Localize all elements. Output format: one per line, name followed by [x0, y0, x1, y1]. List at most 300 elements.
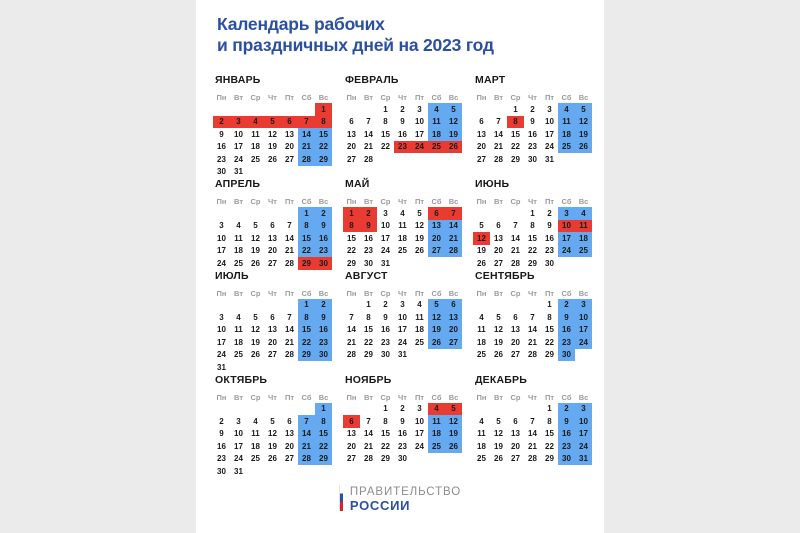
weekend-day: 25: [428, 440, 445, 453]
empty-cell: [281, 403, 298, 416]
work-day: 5: [253, 312, 258, 322]
weekend-day: 16: [558, 428, 575, 441]
empty-cell: [473, 299, 490, 312]
work-day: 24: [398, 337, 407, 347]
work-day: 17: [415, 129, 424, 139]
work-day: 13: [511, 325, 520, 335]
weekday-header-Вс: Вс: [448, 197, 459, 206]
week-row: [213, 232, 332, 245]
work-day: 24: [381, 246, 390, 256]
weekend-day: 12: [428, 311, 445, 324]
weekday-header-row: [343, 392, 462, 403]
weekday-header-row: [213, 196, 332, 207]
work-day: 25: [398, 246, 407, 256]
empty-cell: [507, 299, 524, 312]
work-day: 31: [381, 258, 390, 268]
work-day: 17: [217, 246, 226, 256]
weekend-day: 9: [558, 311, 575, 324]
work-day: 31: [545, 154, 554, 164]
week-row: [343, 415, 462, 428]
week-row: [343, 207, 462, 220]
work-day: 12: [268, 429, 277, 439]
weekend-day: 9: [558, 415, 575, 428]
work-day: 14: [347, 325, 356, 335]
work-day: 29: [511, 154, 520, 164]
week-row: [473, 245, 592, 258]
empty-cell: [213, 299, 230, 312]
month-8: [341, 270, 471, 374]
work-day: 27: [494, 258, 503, 268]
month-table: [343, 196, 462, 270]
weekend-day: 10: [575, 311, 592, 324]
weekend-day: 5: [445, 103, 462, 116]
weekday-header-Пн: Пн: [476, 197, 487, 206]
month-table: [343, 288, 462, 362]
work-day: 15: [381, 129, 390, 139]
week-row: [213, 453, 332, 466]
empty-cell: [264, 361, 281, 374]
empty-cell: [281, 207, 298, 220]
empty-cell: [411, 349, 428, 362]
empty-cell: [428, 153, 445, 166]
work-day: 7: [513, 221, 518, 231]
work-day: 15: [381, 429, 390, 439]
weekday-header-Чт: Чт: [528, 197, 537, 206]
work-day: 6: [270, 221, 275, 231]
work-day: 18: [234, 337, 243, 347]
work-day: 17: [381, 233, 390, 243]
month-7: [211, 270, 341, 374]
weekend-day: 23: [315, 245, 332, 258]
work-day: 10: [398, 312, 407, 322]
week-row: [213, 116, 332, 129]
work-day: 7: [366, 117, 371, 127]
weekday-header-Вс: Вс: [578, 392, 589, 402]
weekend-day: 22: [315, 440, 332, 453]
month-1: [211, 74, 341, 178]
holiday-day: 12: [473, 232, 490, 245]
holiday-day: 4: [428, 403, 445, 416]
holiday-day: 5: [445, 403, 462, 416]
empty-cell: [281, 361, 298, 374]
work-day: 30: [381, 350, 390, 360]
work-day: 15: [545, 429, 554, 439]
empty-cell: [445, 349, 462, 362]
weekend-day: 24: [575, 336, 592, 349]
weekday-header-Вт: Вт: [234, 392, 243, 402]
week-row: [343, 220, 462, 233]
month-name: ИЮНЬ: [475, 178, 510, 190]
months-grid: [211, 74, 601, 478]
work-day: 9: [547, 221, 552, 231]
week-row: [473, 415, 592, 428]
weekend-day: 2: [315, 207, 332, 220]
work-day: 1: [513, 104, 518, 114]
work-day: 18: [251, 142, 260, 152]
work-day: 29: [381, 454, 390, 464]
work-day: 17: [398, 325, 407, 335]
work-day: 2: [530, 104, 535, 114]
weekend-day: 27: [445, 336, 462, 349]
work-day: 24: [217, 350, 226, 360]
month-row: [211, 74, 601, 178]
weekday-header-Пн: Пн: [476, 93, 487, 102]
work-day: 29: [528, 258, 537, 268]
empty-cell: [411, 453, 428, 466]
holiday-day: 1: [343, 207, 360, 220]
weekday-header-Вс: Вс: [448, 93, 459, 102]
weekday-header-row: [473, 92, 592, 103]
empty-cell: [247, 465, 264, 478]
week-row: [473, 220, 592, 233]
weekday-header-Пт: Пт: [544, 93, 555, 102]
work-day: 21: [364, 142, 373, 152]
empty-cell: [298, 166, 315, 179]
month-table: [213, 92, 332, 178]
work-day: 15: [511, 129, 520, 139]
work-day: 30: [528, 154, 537, 164]
holiday-day: 1: [315, 103, 332, 116]
empty-cell: [411, 153, 428, 166]
work-day: 27: [477, 154, 486, 164]
empty-cell: [281, 166, 298, 179]
work-day: 26: [251, 258, 260, 268]
week-row: [343, 153, 462, 166]
empty-cell: [298, 103, 315, 116]
weekend-day: 30: [315, 349, 332, 362]
weekday-header-Сб: Сб: [431, 197, 442, 206]
weekend-day: 19: [445, 428, 462, 441]
weekend-day: 22: [298, 336, 315, 349]
weekend-day: 5: [428, 299, 445, 312]
work-day: 22: [545, 441, 554, 451]
work-day: 26: [268, 154, 277, 164]
weekend-day: 22: [315, 141, 332, 154]
work-day: 4: [253, 416, 258, 426]
weekend-day: 18: [558, 128, 575, 141]
work-day: 27: [285, 154, 294, 164]
week-row: [473, 207, 592, 220]
work-day: 23: [528, 142, 537, 152]
month-5: [341, 178, 471, 270]
empty-cell: [524, 299, 541, 312]
empty-cell: [473, 403, 490, 416]
weekend-day: 12: [445, 415, 462, 428]
month-4: [211, 178, 341, 270]
work-day: 27: [511, 350, 520, 360]
week-row: [473, 428, 592, 441]
work-day: 18: [477, 441, 486, 451]
empty-cell: [524, 403, 541, 416]
work-day: 1: [383, 104, 388, 114]
work-day: 14: [528, 429, 537, 439]
empty-cell: [247, 207, 264, 220]
work-day: 28: [285, 258, 294, 268]
work-day: 11: [398, 221, 407, 231]
month-9: [471, 270, 601, 374]
weekend-day: 3: [575, 299, 592, 312]
weekday-header-Пн: Пн: [216, 288, 227, 298]
month-table: [473, 392, 592, 466]
work-day: 9: [530, 117, 535, 127]
work-day: 10: [415, 416, 424, 426]
work-day: 30: [545, 258, 554, 268]
work-day: 6: [513, 416, 518, 426]
weekend-day: 19: [428, 324, 445, 337]
weekday-header-Чт: Чт: [268, 197, 277, 206]
month-name: СЕНТЯБРЬ: [475, 269, 535, 282]
work-day: 27: [347, 154, 356, 164]
holiday-day: 7: [445, 207, 462, 220]
work-day: 30: [364, 258, 373, 268]
work-day: 8: [383, 117, 388, 127]
weekend-day: 19: [575, 128, 592, 141]
week-row: [213, 349, 332, 362]
weekday-header-Чт: Чт: [528, 93, 537, 102]
week-row: [343, 141, 462, 154]
empty-cell: [490, 299, 507, 312]
empty-cell: [343, 299, 360, 312]
weekend-day: 18: [428, 428, 445, 441]
work-day: 22: [545, 337, 554, 347]
weekday-header-Чт: Чт: [398, 93, 407, 102]
holiday-day: 30: [315, 257, 332, 270]
work-day: 4: [236, 221, 241, 231]
work-day: 12: [251, 233, 260, 243]
weekday-header-Вс: Вс: [578, 197, 589, 206]
month-10: [211, 374, 341, 478]
work-day: 21: [285, 337, 294, 347]
week-row: [473, 128, 592, 141]
weekday-header-Вт: Вт: [494, 197, 503, 206]
weekday-header-Пт: Пт: [544, 288, 555, 298]
work-day: 1: [547, 300, 552, 310]
work-day: 28: [364, 154, 373, 164]
work-day: 28: [494, 154, 503, 164]
empty-cell: [281, 465, 298, 478]
work-day: 20: [347, 441, 356, 451]
empty-cell: [360, 403, 377, 416]
holiday-day: 25: [428, 141, 445, 154]
weekend-day: 28: [298, 453, 315, 466]
month-table: [473, 196, 592, 270]
work-day: 27: [268, 258, 277, 268]
work-day: 22: [511, 142, 520, 152]
work-day: 13: [285, 129, 294, 139]
work-day: 26: [477, 258, 486, 268]
weekend-day: 15: [315, 128, 332, 141]
empty-cell: [213, 403, 230, 416]
empty-cell: [315, 361, 332, 374]
empty-cell: [264, 103, 281, 116]
empty-cell: [247, 361, 264, 374]
work-day: 21: [494, 142, 503, 152]
empty-cell: [377, 153, 394, 166]
week-row: [473, 103, 592, 116]
weekday-header-Пт: Пт: [414, 392, 425, 402]
work-day: 18: [415, 325, 424, 335]
holiday-day: 8: [507, 116, 524, 129]
work-day: 20: [511, 441, 520, 451]
weekend-day: 23: [558, 336, 575, 349]
weekday-header-Пт: Пт: [544, 392, 555, 402]
work-day: 20: [285, 441, 294, 451]
week-row: [343, 257, 462, 270]
page-title: [217, 14, 597, 56]
empty-cell: [428, 453, 445, 466]
work-day: 3: [236, 416, 241, 426]
weekday-header-Сб: Сб: [301, 288, 312, 298]
week-row: [343, 349, 462, 362]
empty-cell: [264, 299, 281, 312]
week-row: [343, 311, 462, 324]
work-day: 28: [511, 258, 520, 268]
work-day: 24: [545, 142, 554, 152]
work-day: 6: [270, 312, 275, 322]
weekday-header-Вт: Вт: [364, 93, 373, 102]
work-day: 7: [287, 221, 292, 231]
empty-cell: [247, 103, 264, 116]
work-day: 25: [234, 350, 243, 360]
weekend-day: 4: [558, 103, 575, 116]
work-day: 22: [347, 246, 356, 256]
work-day: 23: [398, 441, 407, 451]
weekday-header-Сб: Сб: [561, 288, 572, 298]
work-day: 11: [251, 429, 260, 439]
work-day: 28: [364, 454, 373, 464]
weekday-header-Пн: Пн: [346, 197, 357, 206]
work-day: 7: [349, 312, 354, 322]
weekend-day: 18: [428, 128, 445, 141]
weekend-day: 16: [315, 324, 332, 337]
work-day: 4: [479, 312, 484, 322]
empty-cell: [558, 257, 575, 270]
work-day: 13: [477, 129, 486, 139]
work-day: 2: [219, 416, 224, 426]
work-day: 25: [415, 337, 424, 347]
holiday-day: 6: [343, 415, 360, 428]
month-row: [211, 270, 601, 374]
work-day: 12: [268, 129, 277, 139]
work-day: 2: [400, 104, 405, 114]
weekend-day: 12: [445, 116, 462, 129]
weekday-header-Пн: Пн: [346, 288, 357, 298]
work-day: 5: [253, 221, 258, 231]
work-day: 12: [251, 325, 260, 335]
weekday-header-Пн: Пн: [346, 392, 357, 402]
empty-cell: [507, 403, 524, 416]
week-row: [343, 336, 462, 349]
work-day: 25: [251, 454, 260, 464]
work-day: 27: [285, 454, 294, 464]
work-day: 26: [251, 350, 260, 360]
work-day: 2: [547, 208, 552, 218]
week-row: [213, 311, 332, 324]
work-day: 23: [545, 246, 554, 256]
weekday-header-Ср: Ср: [250, 288, 261, 298]
work-day: 29: [364, 350, 373, 360]
holiday-day: 29: [298, 257, 315, 270]
holiday-day: 9: [360, 220, 377, 233]
weekend-day: 3: [575, 403, 592, 416]
empty-cell: [575, 257, 592, 270]
weekend-day: 22: [298, 245, 315, 258]
work-day: 14: [285, 233, 294, 243]
work-day: 7: [287, 312, 292, 322]
work-day: 19: [268, 441, 277, 451]
empty-cell: [445, 153, 462, 166]
empty-cell: [230, 299, 247, 312]
logo-top-line: ПРАВИТЕЛЬСТВО: [349, 485, 462, 498]
work-day: 13: [347, 129, 356, 139]
weekday-header-Чт: Чт: [528, 392, 537, 402]
week-row: [343, 116, 462, 129]
empty-cell: [298, 403, 315, 416]
holiday-day: 7: [298, 116, 315, 129]
work-day: 27: [347, 454, 356, 464]
work-day: 22: [364, 337, 373, 347]
work-day: 7: [366, 416, 371, 426]
month-row: [211, 178, 601, 270]
weekday-header-Вт: Вт: [364, 197, 373, 206]
work-day: 16: [528, 129, 537, 139]
weekend-day: 26: [445, 440, 462, 453]
weekend-day: 5: [575, 103, 592, 116]
work-day: 10: [217, 325, 226, 335]
weekday-header-row: [473, 392, 592, 403]
work-day: 19: [494, 441, 503, 451]
week-row: [473, 299, 592, 312]
empty-cell: [230, 207, 247, 220]
weekday-header-Ср: Ср: [380, 93, 391, 102]
weekend-day: 30: [558, 349, 575, 362]
work-day: 10: [381, 221, 390, 231]
work-day: 18: [251, 441, 260, 451]
work-day: 2: [400, 404, 405, 414]
empty-cell: [575, 153, 592, 166]
weekend-day: 28: [445, 245, 462, 258]
work-day: 20: [285, 142, 294, 152]
work-day: 29: [545, 454, 554, 464]
weekend-day: 9: [315, 220, 332, 233]
holiday-day: 5: [264, 116, 281, 129]
week-row: [343, 428, 462, 441]
week-row: [213, 403, 332, 416]
weekday-header-Вс: Вс: [578, 288, 589, 298]
weekday-header-row: [343, 288, 462, 299]
government-logo: [339, 485, 461, 513]
work-day: 17: [545, 129, 554, 139]
work-day: 31: [398, 350, 407, 360]
empty-cell: [507, 207, 524, 220]
weekend-day: 16: [315, 232, 332, 245]
weekend-day: 20: [445, 324, 462, 337]
work-day: 9: [400, 117, 405, 127]
weekday-header-Сб: Сб: [301, 93, 312, 102]
weekday-header-Вт: Вт: [234, 197, 243, 206]
empty-cell: [490, 103, 507, 116]
weekend-day: 10: [575, 415, 592, 428]
weekend-day: 29: [298, 349, 315, 362]
weekday-header-Пн: Пн: [476, 288, 487, 298]
month-name: ФЕВРАЛЬ: [345, 74, 399, 86]
week-row: [213, 141, 332, 154]
work-day: 31: [217, 362, 226, 372]
week-row: [213, 415, 332, 428]
weekend-day: 29: [315, 153, 332, 166]
weekend-day: 29: [315, 453, 332, 466]
week-row: [213, 440, 332, 453]
